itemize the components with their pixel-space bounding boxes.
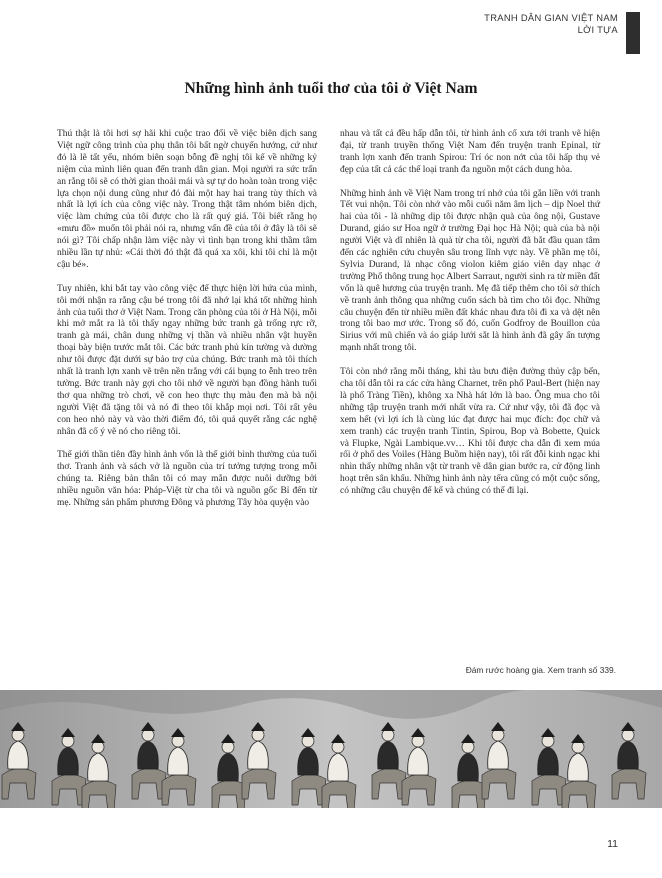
page-number: 11 — [607, 838, 618, 850]
figure-caption: Đám rước hoàng gia. Xem tranh số 339. — [465, 665, 616, 675]
right-column — [340, 129, 600, 510]
header-tab-bar — [626, 12, 640, 54]
right-paragraph-3: Tôi còn nhớ rằng mỗi tháng, khi tàu bưu điện đường thủy cập bến, cha tôi dẫn tôi ra các cửa hàng Charnet, trên phố Paul-Bert (hiện nay là phố Tràng Tiền), không xa Nhà hát lớn là bao. Ông mua cho tôi những tập truyện tranh mới nhất vừa ra. Cứ như vậy, tôi đã đọc và xem hết (vì lợi ích là cùng lúc đạt được hai mục đích: đọc chữ và xem tranh) các truyện tranh Tintin, Spirou, Bop và Bobette, Quick và Flupke, Ngài Lambique.vv… Khi tôi được cha dẫn đi xem múa rối ở phố des Voiles (Hàng Buồm hiện nay), tôi rất đỗi kinh ngạc khi nhìn thấy những nhân vật từ tranh vẽ dân gian bước ra, cử động linh hoạt trên sân khấu. Những hình ảnh này tếra cũng có một cuộc sống, có những câu chuyện để kể và chúng có thể đi lại. — [340, 367, 600, 497]
left-paragraph-2: Tuy nhiên, khi bắt tay vào công việc để thực hiện lời hứa của mình, tôi mới nhận ra rằng cậu bé trong tôi đã nhớ lại khá tốt những hình ảnh của tuổi thơ ở Việt Nam. Trong căn phòng của tôi ở Hà Nội, mỗi khi mở mắt ra là tôi thấy ngay những bức tranh gà trống rực rỡ, tranh gà mái, chân dung những vị thần và nhiều nhân vật huyền thoại bày biện trước mắt tôi. Các bức tranh phủ kín tường và dường như tôi được đặt dưới sự bảo trợ của chúng. Bức tranh mà tôi thích nhất là tranh lợn xanh vẽ trên nền trắng với cái bụng to ễnh treo trên tường. Bức tranh này gợi cho tôi nhớ về người bạn đồng hành tuổi thơ qua những trò chơi, vẽ con heo thực thụ màu đen mà bà nội người Việt đã tặng tôi và nó đi theo tôi khắp mọi nơi. Tôi rất yêu con heo nhỏ này và vào thời điểm đó, tôi quả quyết rằng các nghệ nhân đã cố ý vẽ nó cho riêng tôi. — [57, 283, 317, 437]
left-column — [57, 129, 317, 522]
header-book-title: TRANH DÂN GIAN VIỆT NAM — [484, 12, 618, 23]
header-section-title: LỜI TỰA — [577, 24, 618, 35]
procession-painting-art — [0, 690, 662, 808]
procession-painting — [0, 690, 662, 808]
right-paragraph-2: Những hình ảnh về Việt Nam trong trí nhớ của tôi gắn liền với tranh Tết vui nhộn. Tôi còn nhớ vào mỗi cuối năm âm lịch – dịp Noel thứ hai của tôi - là những dịp tôi được nhận quà của ông nội, Gustave Durand, giáo sư Hoa ngữ ở trường Đại học Hà Nội; quà của bà nội người Việt và dĩ nhiên là quà từ cha tôi, người đã bắt đầu quan tâm đến các nghiên cứu chuyên sâu trong lĩnh vực này. Về phần mẹ tôi, Sylvia Durand, là nhạc công violon kiêm giáo viên dạy nhạc ở trường Phổ thông trung học Albert Sarraut, người sinh ra từ miền đất vốn là quê hương của truyện tranh. Mẹ đã tiếp thêm cho tôi sở thích về tranh ảnh thông qua những cuốn sách bà tìm cho tôi đọc. Những câu chuyện đến từ nhiều miền đất khác nhau đưa tôi đi xa và dệt nên trong tôi bao mơ ước. Trong số đó, cuốn Godfroy de Bouillon của Sirius với mũ chiến và áo giáp lưới sắt là hình ảnh đã gây ấn tượng mạnh nhất trong tôi. — [340, 188, 600, 354]
left-paragraph-1: Thú thật là tôi hơi sợ hãi khi cuộc trao đổi về việc biên dịch sang Việt ngữ công trình của phụ thân tôi bất ngờ chuyển hướng, cứ như đó là lẽ tất yếu, nhóm biên soạn bỗng đề nghị tôi kể về những kỷ niệm của mình liên quan đến tranh dân gian. Mọi người ra sức trấn an rằng tôi sẽ có thời gian thoải mái và sự tự do hoàn toàn trong việc lựa chọn nội dung cũng như đó đài một hay hai trang tùy thích và nhất là lợi ích của công việc này. Trong thật tâm nhóm biên dịch, việc làm chứng của tôi được cho là rất quý giá. Tôi biết rằng họ «mưu đồ» muốn tôi phải nói ra, nhưng vấn đề của tôi ở đây là tôi sẽ nói gì? Tôi chấp nhận làm việc này vì tình bạn trong khi thầm tâm nhiều lần tự nhủ: «Cái thời đó thật đã quá xa xôi, khi tôi chỉ là một cậu bé». — [57, 129, 317, 270]
right-paragraph-1: nhau và tất cả đều hấp dẫn tôi, từ hình ảnh cổ xưa tới tranh vẽ hiện đại, từ tranh truyền thống Việt Nam đến truyện tranh Epinal, từ tranh lợn xanh đến tranh Spirou: Trí óc non nớt của tôi hấp thụ vẻ đẹp của tất cả các thể loại tranh đa nguồn một cách dung hòa. — [340, 129, 600, 175]
left-paragraph-3: Thế giới thần tiên đầy hình ảnh vốn là thế giới bình thường của tuổi thơ. Tranh ảnh và sách vở là nguồn của trí tưởng tượng trong mỗi chúng ta. Riêng bản thân tôi có may mắn được nuôi dưỡng bởi nhiều nguồn văn hóa: Pháp-Việt từ cha tôi và nguồn gốc Bỉ đến từ mẹ. Những sản phẩm phương Đông và phương Tây hòa quyện vào — [57, 450, 317, 509]
running-header — [484, 12, 618, 36]
page-title: Những hình ảnh tuổi thơ của tôi ở Việt Nam — [184, 80, 478, 97]
